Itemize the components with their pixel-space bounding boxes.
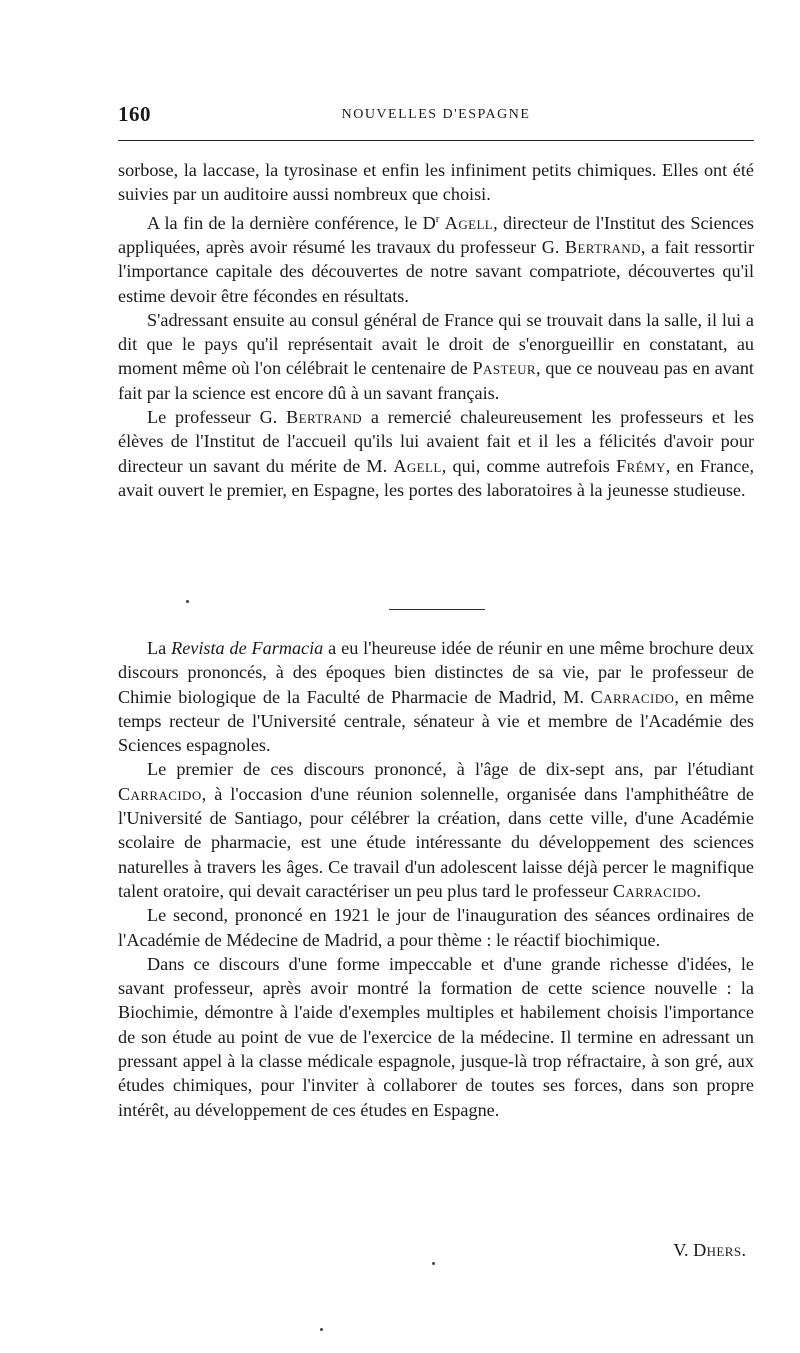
person-name: Bertrand [564, 236, 641, 257]
person-name: Carracido [612, 880, 697, 901]
header-rule [118, 140, 754, 141]
print-speck [432, 1262, 435, 1265]
text-run: , en France, avait ouvert le premier, en Espagne, les portes des laboratoires à la jeunesse studieuse. [118, 455, 754, 500]
superscript: r [435, 212, 440, 225]
journal-title: Revista de Farmacia [171, 638, 324, 658]
text-run: , en même temps recteur de l'Université centrale, sénateur à vie et membre de l'Académie des Sciences espagnoles. [118, 686, 754, 756]
text-run: a eu l'heureuse idée de réunir en une même brochure deux discours prononcés, à des époques bien distinctes de sa vie, par le professeur de Chimie biologique de la Faculté de Pharmacie de Madrid, M. [118, 638, 754, 707]
text-run: Le professeur G. [147, 407, 287, 428]
page-number: 160 [118, 102, 151, 126]
signature-surname: Dhers [693, 1240, 742, 1260]
page-header [118, 102, 754, 132]
paragraph-thanks [118, 405, 754, 502]
paragraph-continuation: sorbose, la laccase, la tyrosinase et enfin les infiniment petits chimiques. Elles ont été suivies par un auditoire aussi nombreux que choisi. [118, 160, 754, 205]
person-name: Carracido [118, 783, 202, 804]
paragraph-agell-speech [118, 207, 754, 308]
person-name: Agell [393, 455, 442, 476]
text-run: , que ce nouveau pas en avant fait par la science est encore dû à un savant français. [118, 358, 754, 403]
paragraph-first-speech [118, 757, 754, 903]
text-run: A la fin de la dernière conférence, le D [147, 212, 436, 233]
text-run: La [147, 638, 172, 658]
person-name: Pasteur [472, 358, 536, 379]
person-name: Agell [444, 212, 494, 233]
section-conferences [118, 158, 754, 502]
text-run: . [696, 880, 702, 901]
signature-initial: V. [673, 1240, 694, 1260]
author-signature [673, 1238, 746, 1262]
text-run: Le premier de ces discours prononcé, à l'âge de dix-sept ans, par l'étudiant [147, 759, 754, 780]
text-run: , a fait ressortir l'importance capitale des découvertes de notre savant compatriote, découvertes qu'il estime devoir être fécondes en résultats. [118, 236, 755, 306]
running-title: NOUVELLES D'ESPAGNE [341, 107, 531, 122]
person-name: Frémy [616, 455, 666, 476]
text-run: , directeur de l'Institut des Sciences appliquées, après avoir résumé les travaux du professeur G. [118, 212, 755, 257]
text-run: S'adressant ensuite au consul général de France qui se trouvait dans la salle, il lui a dit que le pays qu'il représentait avait le droit de s'enorgueillir en constatant, au moment même où l'on célébrait le centenaire de [118, 309, 754, 379]
text-run: , à l'occasion d'une réunion solennelle, organisée dans l'amphithéâtre de l'Université de Santiago, pour célébrer la création, dans cette ville, d'une Académie scolaire de pharmacie, est une étude intéressante du développement des sciences naturelles à travers les âges. Ce travail d'un adolescent laisse déjà percer le magnifique talent oratoire, qui devait caractériser un peu plus tard le professeur [118, 783, 754, 901]
text-run: a remercié chaleureusement les professeurs et les élèves de l'Institut de l'accueil qu'ils lui avaient fait et il les a félicités d'avoir pour directeur un savant du mérite de M. [118, 407, 754, 476]
person-name: Carracido [590, 686, 675, 707]
paragraph-discourse: Dans ce discours d'une forme impeccable et d'une grande richesse d'idées, le savant professeur, après avoir montré la formation de cette science nouvelle : la Biochimie, démontre à l'aide d'exemples multiples et habilement choisis l'importance de son étude au point de vue de l'exercice de la médecine. Il termine en adressant un pressant appel à la classe médicale espagnole, jusque-là trop réfractaire, à son gré, aux études chimiques, pour l'inviter à collaborer de toutes ses forces, dans son propre intérêt, au développement de ces études en Espagne. [118, 953, 754, 1120]
paragraph-revista [118, 636, 754, 757]
paragraph-second-speech: Le second, prononcé en 1921 le jour de l'inauguration des séances ordinaires de l'Académie de Médecine de Madrid, a pour thème : le réactif biochimique. [118, 905, 754, 950]
section-separator [389, 609, 485, 610]
person-name: Bertrand [286, 407, 363, 428]
print-speck [186, 600, 189, 603]
signature-period: . [741, 1240, 746, 1260]
paragraph-consul [118, 308, 754, 405]
text-run: , qui, comme autrefois [441, 455, 617, 476]
section-carracido [118, 636, 754, 1122]
print-speck [320, 1328, 323, 1331]
